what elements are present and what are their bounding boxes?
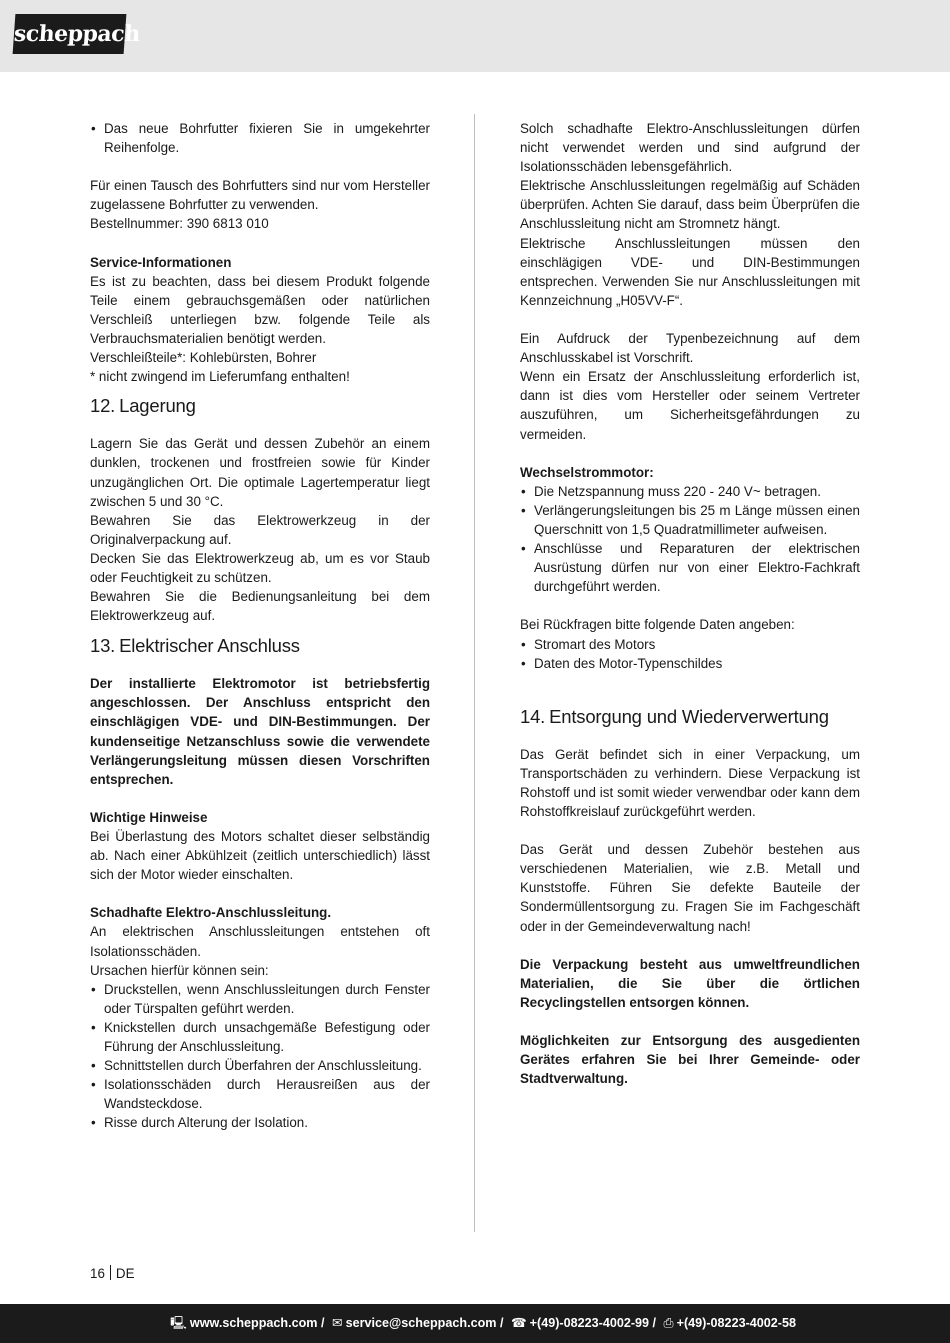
column-divider [474, 114, 475, 1232]
subheading: Schadhafte Elektro-Anschlussleitung. [90, 905, 332, 921]
paragraph: An elektrischen Anschlussleitungen entstehen oft Isolationsschäden. [90, 924, 430, 959]
paragraph: Es ist zu beachten, dass bei diesem Produkt folgende Teile einem gebrauchsgemäßen oder natürlichen Verschleiß unterliegen bzw. folgende Teile als Verbrauchsmaterialien benötigt werden. [90, 273, 430, 347]
paragraph: Möglichkeiten zur Entsorgung des ausgedienten Gerätes erfahren Sie bei Ihrer Gemeinde- oder Stadtverwaltung. [520, 1033, 860, 1087]
paragraph: Der installierte Elektromotor ist betriebsfertig angeschlossen. Der Anschluss entspricht den einschlägigen VDE- und DIN-Bestimmungen. Der kundenseitige Netzanschluss sowie die verwendete Verlängerungsleitung müssen diesen Vorschriften entsprechen. [90, 676, 430, 787]
website-link[interactable]: www.scheppach.com / [189, 1316, 325, 1330]
paragraph: Solch schadhafte Elektro-Anschlussleitungen dürfen nicht verwendet werden und sind aufgrund der Isolationsschäden lebensgefährlich. [520, 121, 860, 175]
paragraph: Das Gerät und dessen Zubehör bestehen aus verschiedenen Materialien, wie z.B. Metall und Kunststoffe. Führen Sie defekte Bauteile der Sondermüllentsorgung zu. Fragen Sie im Fachgeschäft oder in der Gemeindeverwaltung nach! [520, 842, 860, 934]
phone-icon: ☎ [510, 1316, 527, 1330]
list-item: • Verlängerungsleitungen bis 25 m Länge müssen einen Querschnitt von 1,5 Quadratmillimeter aufweisen. [520, 501, 860, 539]
page-number: 16 DE [90, 1266, 135, 1281]
paragraph: Elektrische Anschlussleitungen regelmäßig auf Schäden überprüfen. Achten Sie darauf, dass beim Überprüfen die Anschlussleitung nicht am Stromnetz hängt. [520, 178, 860, 232]
paragraph: * nicht zwingend im Lieferumfang enthalten! [90, 369, 350, 385]
list-item: • Anschlüsse und Reparaturen der elektrischen Ausrüstung dürfen nur von einer Elektro-Fachkraft durchgeführt werden. [520, 539, 860, 596]
subheading: Wechselstrommotor: [520, 464, 654, 480]
scheppach-logo: scheppach [13, 14, 127, 54]
service-heading: Service-Informationen [90, 254, 232, 270]
section-heading-12: 12. Lagerung [90, 395, 196, 417]
list-item: • Daten des Motor-Typenschildes [520, 654, 860, 673]
order-number: Bestellnummer: 390 6813 010 [90, 216, 269, 232]
left-column [90, 119, 430, 1133]
list-item: • Knickstellen durch unsachgemäße Befestigung oder Führung der Anschlussleitung. [90, 1018, 430, 1056]
chuck-list [90, 119, 430, 157]
paragraph: Die Verpackung besteht aus umweltfreundlichen Materialien, die Sie über die örtlichen Recyclingstellen entsorgen können. [520, 956, 860, 1010]
list-item: • Druckstellen, wenn Anschlussleitungen durch Fenster oder Türspalten geführt werden. [90, 980, 430, 1018]
mail-icon: ✉ [332, 1316, 343, 1330]
section-heading-13: 13. Elektrischer Anschluss [90, 635, 300, 657]
page-footer [0, 1304, 950, 1343]
list-item: • Das neue Bohrfutter fixieren Sie in umgekehrter Reihenfolge. [90, 119, 430, 157]
computer-icon: 🖳 [170, 1316, 187, 1330]
paragraph: Lagern Sie das Gerät und dessen Zubehör an einem dunklen, trockenen und frostfreien sowie für Kinder unzugänglichen Ort. Die optimale Lagertemperatur liegt zwischen 5 und 30 °C. [90, 436, 430, 509]
paragraph: Elektrische Anschlussleitungen müssen den einschlägigen VDE- und DIN-Bestimmungen entsprechen. Verwenden Sie nur Anschlussleitungen mit Kennzeichnung „H05VV-F“. [520, 235, 860, 308]
list-item: • Stromart des Motors [520, 635, 860, 654]
inquiry-list [520, 635, 860, 673]
list-item: • Isolationsschäden durch Herausreißen aus der Wandsteckdose. [90, 1075, 430, 1113]
paragraph: Decken Sie das Elektrowerkzeug ab, um es vor Staub oder Feuchtigkeit zu schützen. [90, 550, 430, 585]
list-item: • Die Netzspannung muss 220 - 240 V~ betragen. [520, 482, 860, 501]
paragraph: Das Gerät befindet sich in einer Verpackung, um Transportschäden zu verhindern. Diese Verpackung ist Rohstoff und ist somit wieder verwendbar oder kann dem Rohstoffkreislauf zurückgeführt werden. [520, 746, 860, 819]
list-item: • Schnittstellen durch Überfahren der Anschlussleitung. [90, 1056, 430, 1075]
email-link[interactable]: service@scheppach.com / [345, 1316, 504, 1330]
subheading: Wichtige Hinweise [90, 809, 208, 825]
damage-list [90, 980, 430, 1133]
phone-number: +(49)-08223-4002-99 / [529, 1316, 657, 1330]
paragraph: Verschleißteile*: Kohlebürsten, Bohrer [90, 350, 317, 366]
section-heading-14: 14. Entsorgung und Wiederverwertung [520, 705, 829, 727]
paragraph: Bei Überlastung des Motors schaltet dieser selbständig ab. Nach einer Abkühlzeit (zeitlich unterschiedlich) lässt sich der Motor wieder einschalten. [90, 829, 430, 883]
chuck-info: Für einen Tausch des Bohrfutters sind nur vom Hersteller zugelassene Bohrfutter zu verwenden. [90, 178, 430, 213]
paragraph: Wenn ein Ersatz der Anschlussleitung erforderlich ist, dann ist dies vom Hersteller oder seinem Vertreter auszuführen, um Sicherheitsgefährdungen zu vermeiden. [520, 369, 860, 442]
motor-list [520, 482, 860, 597]
paragraph: Bewahren Sie das Elektrowerkzeug in der Originalverpackung auf. [90, 512, 430, 547]
page-header [0, 0, 950, 72]
paragraph: Ein Aufdruck der Typenbezeichnung auf dem Anschlusskabel ist Vorschrift. [520, 331, 860, 366]
fax-icon: ⎙ [663, 1316, 674, 1330]
paragraph: Ursachen hierfür können sein: [90, 962, 269, 978]
list-item: • Risse durch Alterung der Isolation. [90, 1113, 430, 1132]
paragraph: Bewahren Sie die Bedienungsanleitung bei dem Elektrowerkzeug auf. [90, 589, 430, 624]
right-column [520, 119, 860, 1088]
fax-number: +(49)-08223-4002-58 [676, 1316, 796, 1330]
paragraph: Bei Rückfragen bitte folgende Daten angeben: [520, 617, 795, 633]
